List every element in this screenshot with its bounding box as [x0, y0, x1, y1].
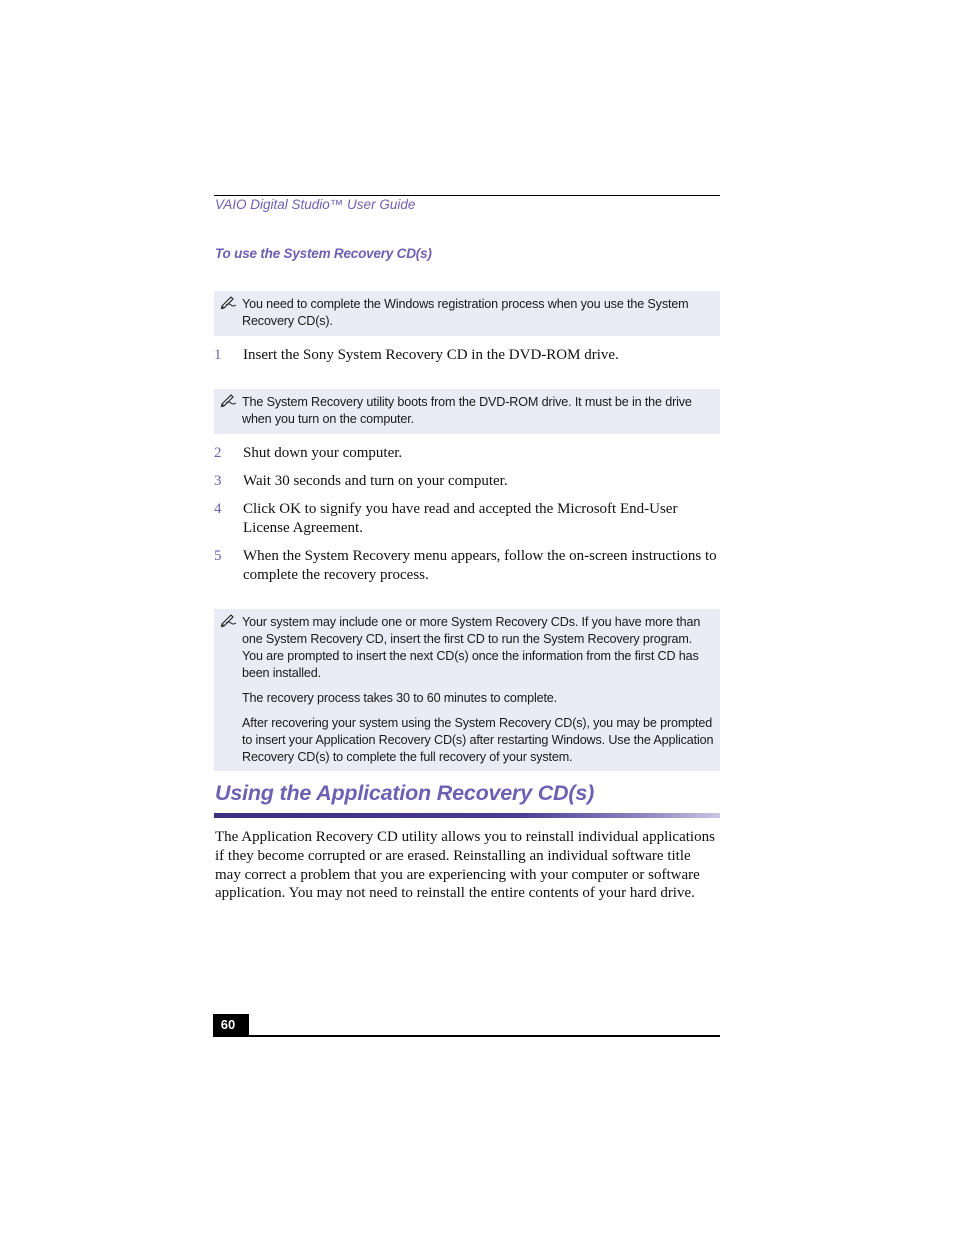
- step-number: 3: [214, 473, 222, 489]
- step-number: 4: [214, 501, 222, 517]
- step-number: 2: [214, 445, 222, 461]
- note-text: Your system may include one or more System Recovery CDs. If you have more than one System Recovery CD, insert the first CD to run the System Recovery program. You are prompted to insert the next CD(s) once the information from the first CD has been installed.: [242, 615, 701, 680]
- step-text: Wait 30 seconds and turn on your computer.: [243, 473, 508, 489]
- footer-rule: [213, 1035, 720, 1037]
- step-text: Click OK to signify you have read and accepted the Microsoft End-User License Agreement.: [243, 501, 678, 536]
- step-text: Insert the Sony System Recovery CD in the DVD-ROM drive.: [243, 347, 619, 363]
- pencil-note-icon: [220, 294, 238, 310]
- pencil-note-icon: [220, 392, 238, 408]
- note-text: After recovering your system using the System Recovery CD(s), you may be prompted to insert your Application Recovery CD(s) after restarting Windows. Use the Application Recovery CD(s) to complete the full recovery of your system.: [242, 716, 714, 764]
- section-divider: [214, 813, 720, 818]
- procedure-title: To use the System Recovery CD(s): [215, 246, 432, 261]
- running-header: VAIO Digital Studio™ User Guide: [215, 197, 416, 212]
- note-text: The System Recovery utility boots from the DVD-ROM drive. It must be in the drive when you turn on the computer.: [242, 395, 692, 426]
- step-number: 1: [214, 347, 222, 363]
- step-number: 5: [214, 548, 222, 564]
- pencil-note-icon: [220, 612, 238, 628]
- note-box: [214, 609, 720, 771]
- note-text: You need to complete the Windows registration process when you use the System Recovery CD(s).: [242, 297, 689, 328]
- section-heading: Using the Application Recovery CD(s): [215, 781, 595, 805]
- note-box: [214, 291, 720, 336]
- header-rule: [214, 195, 720, 196]
- page-number: 60: [213, 1014, 249, 1036]
- note-text: The recovery process takes 30 to 60 minutes to complete.: [242, 691, 557, 705]
- body-paragraph: The Application Recovery CD utility allows you to reinstall individual applications if they become corrupted or are erased. Reinstalling an individual software title may correct a problem that you are experiencing with your computer or software application. You may not need to reinstall the entire contents of your hard drive.: [215, 829, 715, 902]
- step-text: When the System Recovery menu appears, follow the on-screen instructions to complete the recovery process.: [243, 548, 717, 583]
- note-box: [214, 389, 720, 434]
- step-text: Shut down your computer.: [243, 445, 403, 461]
